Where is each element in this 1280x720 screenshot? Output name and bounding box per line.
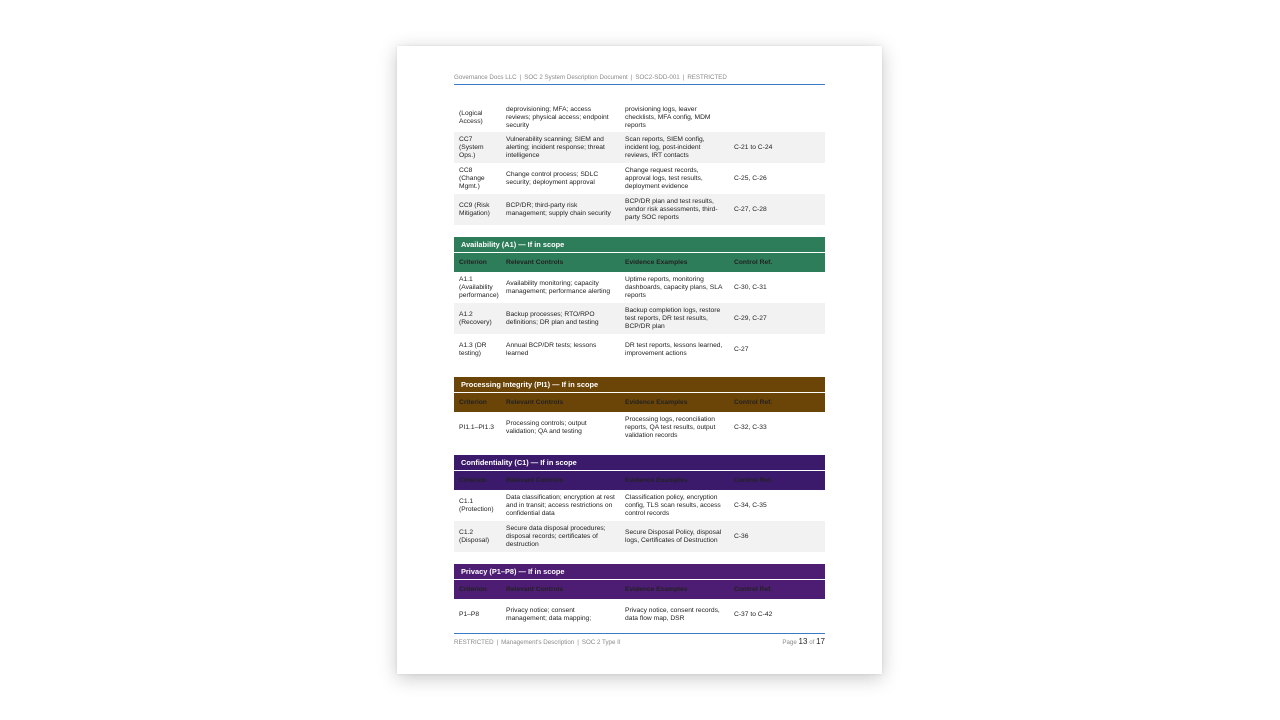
table-row bbox=[454, 194, 825, 225]
section-title: Privacy (P1–P8) — If in scope bbox=[454, 564, 825, 579]
current-page: 13 bbox=[798, 637, 808, 646]
column-header-controls: Relevant Controls bbox=[501, 580, 620, 600]
controls-cell: Backup processes; RTO/RPO definitions; DR plan and testing bbox=[501, 303, 620, 334]
table-row bbox=[454, 104, 825, 132]
section-title: Availability (A1) — If in scope bbox=[454, 237, 825, 252]
table-row bbox=[454, 599, 825, 630]
header-document-title: SOC 2 System Description Document bbox=[524, 74, 628, 81]
evidence-cell: Uptime reports, monitoring dashboards, capacity plans, SLA reports bbox=[625, 275, 723, 299]
controls-cell: Availability monitoring; capacity management; performance alerting bbox=[506, 279, 611, 295]
criterion-cell: P1–P8 bbox=[459, 610, 480, 618]
criterion-cell: A1.3 (DR testing) bbox=[459, 341, 487, 357]
control-ref-cell: C-30, C-31 bbox=[734, 283, 767, 291]
criterion-cell: A1.1 (Availability performance) bbox=[459, 275, 499, 299]
column-header-control-ref: Control Ref. bbox=[729, 580, 825, 600]
controls-cell: Data classification; encryption at rest and in transit; access restrictions on confidential data bbox=[506, 493, 615, 517]
column-header-criterion: Criterion bbox=[454, 471, 501, 491]
column-header-control-ref: Control Ref. bbox=[729, 393, 825, 413]
evidence-cell: Classification policy, encryption config, TLS scan results, access control records bbox=[625, 493, 721, 517]
evidence-cell: Secure Disposal Policy, disposal logs, Certificates of Destruction bbox=[620, 521, 729, 552]
column-header-controls: Relevant Controls bbox=[501, 253, 620, 273]
evidence-cell: provisioning logs, leaver checklists, MFA config, MDM reports bbox=[625, 106, 711, 129]
column-header-control-ref: Control Ref. bbox=[729, 253, 825, 273]
table-row bbox=[454, 132, 825, 163]
control-ref-cell bbox=[729, 104, 825, 132]
page-number: Page 13 of 17 bbox=[782, 637, 825, 646]
evidence-cell: Backup completion logs, restore test reports, DR test results, BCP/DR plan bbox=[620, 303, 729, 334]
running-header: Governance Docs LLC | SOC 2 System Description Document | SOC2-SDD-001 | RESTRICTED bbox=[454, 74, 825, 85]
header-company: Governance Docs LLC bbox=[454, 74, 517, 81]
criteria-table bbox=[454, 579, 825, 630]
control-ref-cell: C-34, C-35 bbox=[734, 501, 767, 509]
controls-cell: Privacy notice; consent management; data mapping; bbox=[506, 606, 592, 622]
criteria-table bbox=[454, 252, 825, 365]
evidence-cell: DR test reports, lessons learned, improvement actions bbox=[625, 341, 723, 357]
table-row bbox=[454, 521, 825, 552]
column-header-row bbox=[454, 253, 825, 273]
criteria-table bbox=[454, 392, 825, 443]
controls-cell: deprovisioning; MFA; access reviews; physical access; endpoint security bbox=[506, 106, 609, 129]
criterion-cell: CC9 (Risk Mitigation) bbox=[454, 194, 501, 225]
criteria-section bbox=[454, 564, 825, 630]
header-doc-id: SOC2-SDD-001 bbox=[635, 74, 680, 81]
table-row bbox=[454, 303, 825, 334]
column-header-row bbox=[454, 580, 825, 600]
column-header-evidence: Evidence Examples bbox=[620, 580, 729, 600]
controls-cell: Change control process; SDLC security; deployment approval bbox=[506, 170, 599, 186]
table-row bbox=[454, 490, 825, 521]
control-ref-cell: C-27 bbox=[734, 345, 749, 353]
footer-section: Management's Description bbox=[501, 639, 575, 646]
criteria-content bbox=[454, 104, 825, 630]
controls-cell: Vulnerability scanning; SIEM and alerting; incident response; threat intelligence bbox=[501, 132, 620, 163]
section-title: Processing Integrity (PI1) — If in scope bbox=[454, 377, 825, 392]
column-header-criterion: Criterion bbox=[454, 580, 501, 600]
criteria-section bbox=[454, 455, 825, 552]
total-pages: 17 bbox=[816, 637, 825, 646]
criterion-cell: C1.2 (Disposal) bbox=[454, 521, 501, 552]
table-row bbox=[454, 163, 825, 194]
column-header-evidence: Evidence Examples bbox=[620, 471, 729, 491]
control-ref-cell: C-21 to C-24 bbox=[729, 132, 825, 163]
column-header-criterion: Criterion bbox=[454, 393, 501, 413]
footer-report: SOC 2 Type II bbox=[581, 639, 621, 646]
footer-classification: RESTRICTED bbox=[454, 639, 494, 646]
document-page bbox=[397, 46, 882, 674]
control-ref-cell: C-25, C-26 bbox=[734, 174, 767, 182]
continued-criteria-table bbox=[454, 104, 825, 225]
criterion-cell: C1.1 (Protection) bbox=[459, 497, 494, 513]
table-row bbox=[454, 272, 825, 303]
evidence-cell: Scan reports, SIEM config, incident log, post-incident reviews, IRT contacts bbox=[620, 132, 729, 163]
table-row bbox=[454, 412, 825, 443]
criteria-section bbox=[454, 237, 825, 365]
column-header-controls: Relevant Controls bbox=[501, 393, 620, 413]
control-ref-cell: C-29, C-27 bbox=[729, 303, 825, 334]
control-ref-cell: C-37 to C-42 bbox=[734, 610, 773, 618]
control-ref-cell: C-27, C-28 bbox=[729, 194, 825, 225]
criterion-cell: CC8 (Change Mgmt.) bbox=[459, 166, 485, 190]
evidence-cell: Privacy notice, consent records, data flow map, DSR bbox=[625, 606, 720, 622]
column-header-criterion: Criterion bbox=[454, 253, 501, 273]
controls-cell: Annual BCP/DR tests; lessons learned bbox=[506, 341, 597, 357]
criterion-cell: (Logical Access) bbox=[459, 110, 483, 125]
criterion-cell: A1.2 (Recovery) bbox=[454, 303, 501, 334]
page-footer: RESTRICTED | Management's Description | SOC 2 Type II Page 13 of 17 bbox=[454, 633, 825, 646]
column-header-row bbox=[454, 393, 825, 413]
controls-cell: Secure data disposal procedures; disposal records; certificates of destruction bbox=[501, 521, 620, 552]
criteria-table bbox=[454, 470, 825, 552]
evidence-cell: Change request records, approval logs, test results, deployment evidence bbox=[625, 166, 703, 190]
criterion-cell: PI1.1–PI1.3 bbox=[459, 423, 494, 431]
column-header-evidence: Evidence Examples bbox=[620, 253, 729, 273]
control-ref-cell: C-32, C-33 bbox=[734, 423, 767, 431]
header-classification: RESTRICTED bbox=[687, 74, 727, 81]
column-header-evidence: Evidence Examples bbox=[620, 393, 729, 413]
column-header-controls: Relevant Controls bbox=[501, 471, 620, 491]
column-header-control-ref: Control Ref. bbox=[729, 471, 825, 491]
section-title: Confidentiality (C1) — If in scope bbox=[454, 455, 825, 470]
criteria-section bbox=[454, 377, 825, 443]
control-ref-cell: C-36 bbox=[729, 521, 825, 552]
evidence-cell: Processing logs, reconciliation reports, QA test results, output validation records bbox=[625, 415, 716, 439]
evidence-cell: BCP/DR plan and test results, vendor risk assessments, third-party SOC reports bbox=[620, 194, 729, 225]
controls-cell: Processing controls; output validation; QA and testing bbox=[506, 419, 587, 435]
table-row bbox=[454, 334, 825, 365]
column-header-row bbox=[454, 471, 825, 491]
controls-cell: BCP/DR; third-party risk management; supply chain security bbox=[501, 194, 620, 225]
criterion-cell: CC7 (System Ops.) bbox=[454, 132, 501, 163]
